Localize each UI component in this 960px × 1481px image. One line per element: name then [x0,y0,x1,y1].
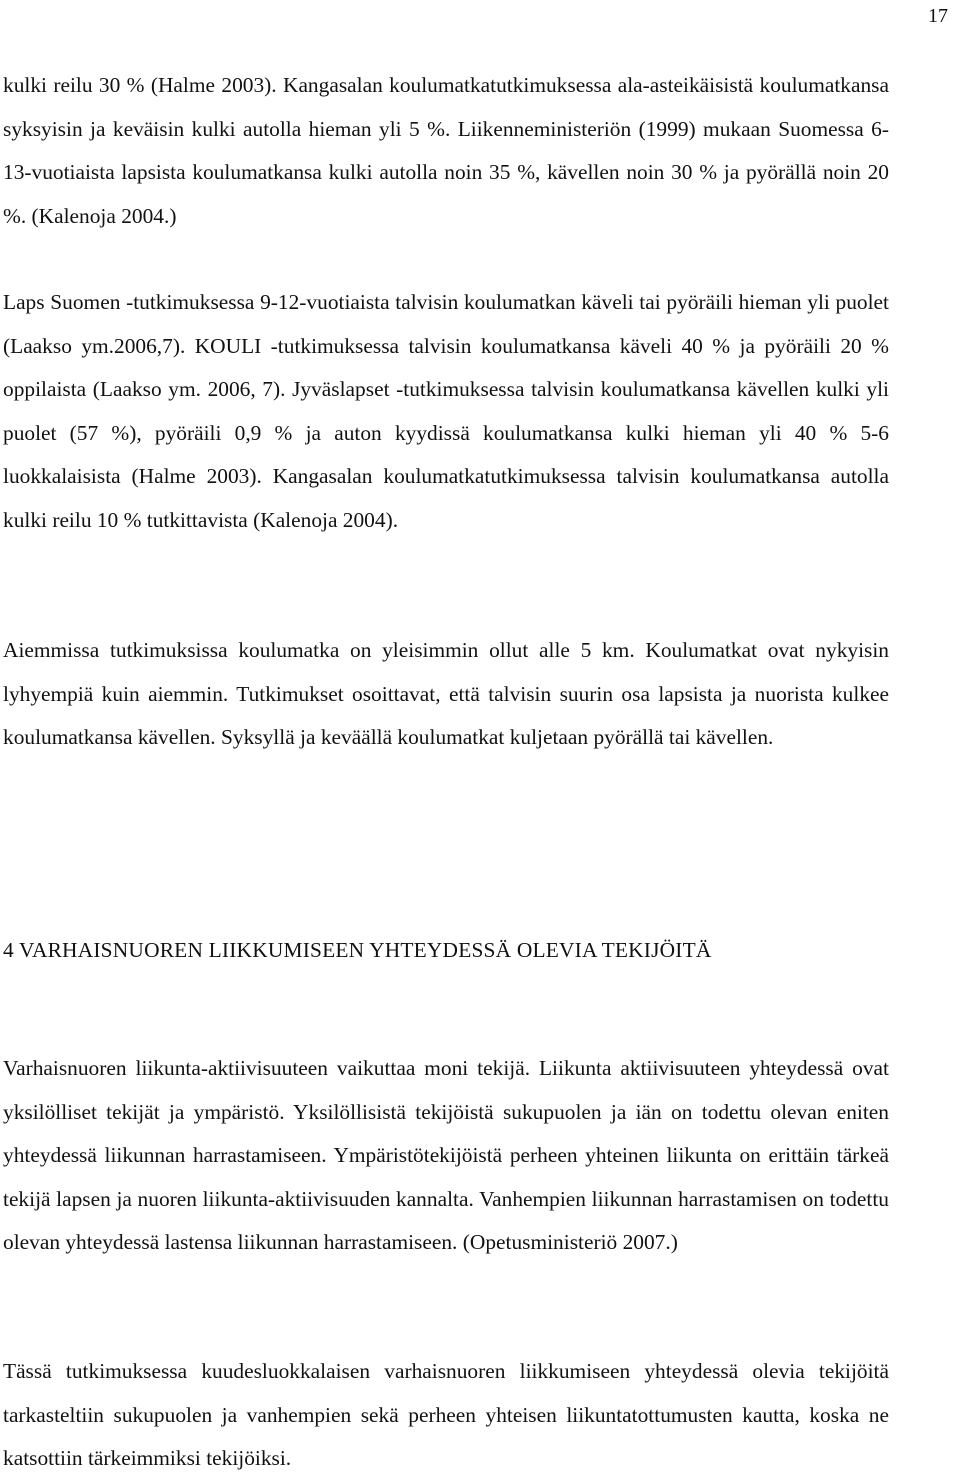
section-heading: 4 VARHAISNUOREN LIIKKUMISEEN YHTEYDESSÄ OLEVIA TEKIJÖITÄ [3,938,712,962]
paragraph-trip-lengths: Aiemmissa tutkimuksissa koulumatka on yleisimmin ollut alle 5 km. Koulumatkat ovat nykyisin lyhyempiä kuin aiemmin. Tutkimukset osoittavat, että talvisin suurin osa lapsista ja nuorista kulkee koulumatkansa kävellen. Syksyllä ja keväällä koulumatkat kuljetaan pyörällä tai kävellen. [3,638,889,749]
paragraph-activity-factors: Varhaisnuoren liikunta-aktiivisuuteen vaikuttaa moni tekijä. Liikunta aktiivisuuteen yhteydessä ovat yksilölliset tekijät ja ympäristö. Yksilöllisistä tekijöistä sukupuolen ja iän on todettu olevan eniten yhteydessä liikunnan harrastamiseen. Ympäristötekijöistä perheen yhteinen liikunta on erittäin tärkeä tekijä lapsen ja nuoren liikunta-aktiivisuuden kannalta. Vanhempien liikunnan harrastamisen on todettu olevan yhteydessä lastensa liikunnan harrastamiseen. (Opetusministeriö 2007.) [3,1056,889,1254]
paragraph-winter-school-trips: Laps Suomen -tutkimuksessa 9-12-vuotiaista talvisin koulumatkan käveli tai pyöräili hieman yli puolet (Laakso ym.2006,7). KOULI -tutkimuksessa talvisin koulumatkansa käveli 40 % ja pyöräili 20 % oppilaista (Laakso ym. 2006, 7). Jyväslapset -tutkimuksessa talvisin koulumatkansa kävellen kulki yli puolet (57 %), pyöräili 0,9 % ja auton kyydissä koulumatkansa kulki hieman yli 40 % 5-6 luokkalaisista (Halme 2003). Kangasalan koulumatkatutkimuksessa talvisin koulumatkansa autolla kulki reilu 10 % tutkittavista (Kalenoja 2004). [3,290,889,532]
paragraph-school-trip-statistics: kulki reilu 30 % (Halme 2003). Kangasalan koulumatkatutkimuksessa ala-asteikäisistä koulumatkansa syksyisin ja keväisin kulki autolla hieman yli 5 %. Liikenneministeriön (1999) mukaan Suomessa 6-13-vuotiaista lapsista koulumatkansa kulki autolla noin 35 %, kävellen noin 30 % ja pyörällä noin 20 %. (Kalenoja 2004.) [3,73,889,228]
paragraph-study-scope: Tässä tutkimuksessa kuudesluokkalaisen varhaisnuoren liikkumiseen yhteydessä olevia tekijöitä tarkasteltiin sukupuolen ja vanhempien sekä perheen yhteisen liikuntatottumusten kautta, koska ne katsottiin tärkeimmiksi tekijöiksi. [3,1359,889,1470]
page-number: 17 [928,5,948,27]
